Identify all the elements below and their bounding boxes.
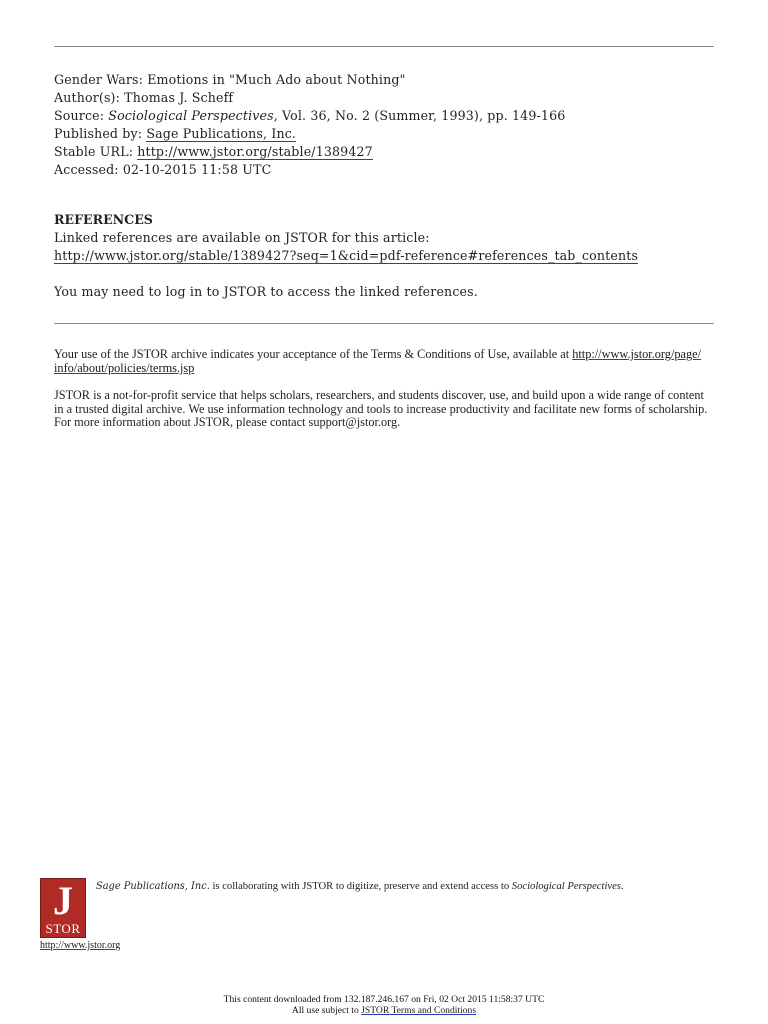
terms-link-part1[interactable]: http://www.jstor.org/page/ (572, 347, 701, 361)
references-heading: REFERENCES (54, 212, 153, 227)
published-line (54, 125, 565, 143)
publisher-link[interactable]: Sage Publications, Inc. (146, 126, 297, 141)
source-details: , Vol. 36, No. 2 (Summer, 1993), pp. 149-166 (273, 108, 566, 123)
citation-block (54, 71, 565, 179)
references-link[interactable]: http://www.jstor.org/stable/1389427?seq=1&cid=pdf-reference#references_tab_contents (54, 248, 639, 263)
login-note: You may need to log in to JSTOR to access the linked references. (54, 284, 478, 299)
references-intro: Linked references are available on JSTOR for this article: (54, 230, 430, 245)
collab-middle: is collaborating with JSTOR to digitize, preserve and extend access to (209, 881, 512, 892)
jstor-logo-letter: J (53, 878, 73, 923)
terms-text: Your use of the JSTOR archive indicates your acceptance of the Terms & Conditions of Use, available at (54, 347, 573, 361)
stable-url-link[interactable]: http://www.jstor.org/stable/1389427 (137, 144, 373, 159)
source-line (54, 107, 565, 125)
accessed-line: Accessed: 02-10-2015 11:58 UTC (54, 162, 272, 177)
top-divider (54, 46, 714, 47)
source-journal: Sociological Perspectives (108, 108, 274, 123)
jstor-logo-word: STOR (45, 921, 81, 936)
collab-journal: Sociological Perspectives (511, 881, 621, 892)
stable-url-line (54, 143, 565, 161)
middle-divider (54, 323, 714, 324)
jstor-home-link[interactable]: http://www.jstor.org (40, 940, 121, 951)
download-footer (0, 994, 768, 1016)
about-line-3: For more information about JSTOR, please contact support@jstor.org. (54, 415, 401, 430)
about-line-2: in a trusted digital archive. We use information technology and tools to increase productivity and facilitate new forms of scholarship. (54, 401, 708, 416)
jstor-logo[interactable] (40, 878, 86, 938)
stable-prefix: Stable URL: (54, 144, 138, 159)
jstor-about (54, 389, 734, 430)
footer-line-2-prefix: All use subject to (291, 1005, 362, 1016)
source-prefix: Source: (54, 108, 109, 123)
terms-conditions-link[interactable]: JSTOR Terms and Conditions (361, 1005, 477, 1016)
terms-link-part2[interactable]: info/about/policies/terms.jsp (54, 360, 195, 375)
jstor-home-link-line (40, 940, 120, 952)
collab-publisher: Sage Publications, Inc. (96, 881, 210, 892)
published-prefix: Published by: (54, 126, 147, 141)
footer-line-2 (0, 1005, 768, 1016)
references-block (54, 211, 638, 265)
about-line-1: JSTOR is a not-for-profit service that helps scholars, researchers, and students discover, use, and build upon a wide range of content (54, 388, 704, 402)
footer-line-1: This content downloaded from 132.187.246.167 on Fri, 02 Oct 2015 11:58:37 UTC (223, 994, 545, 1005)
collaboration-notice (96, 880, 736, 893)
collab-end: . (620, 881, 624, 892)
author-line: Author(s): Thomas J. Scheff (54, 90, 234, 105)
terms-notice (54, 348, 724, 375)
article-title: Gender Wars: Emotions in "Much Ado about Nothing" (54, 72, 406, 87)
